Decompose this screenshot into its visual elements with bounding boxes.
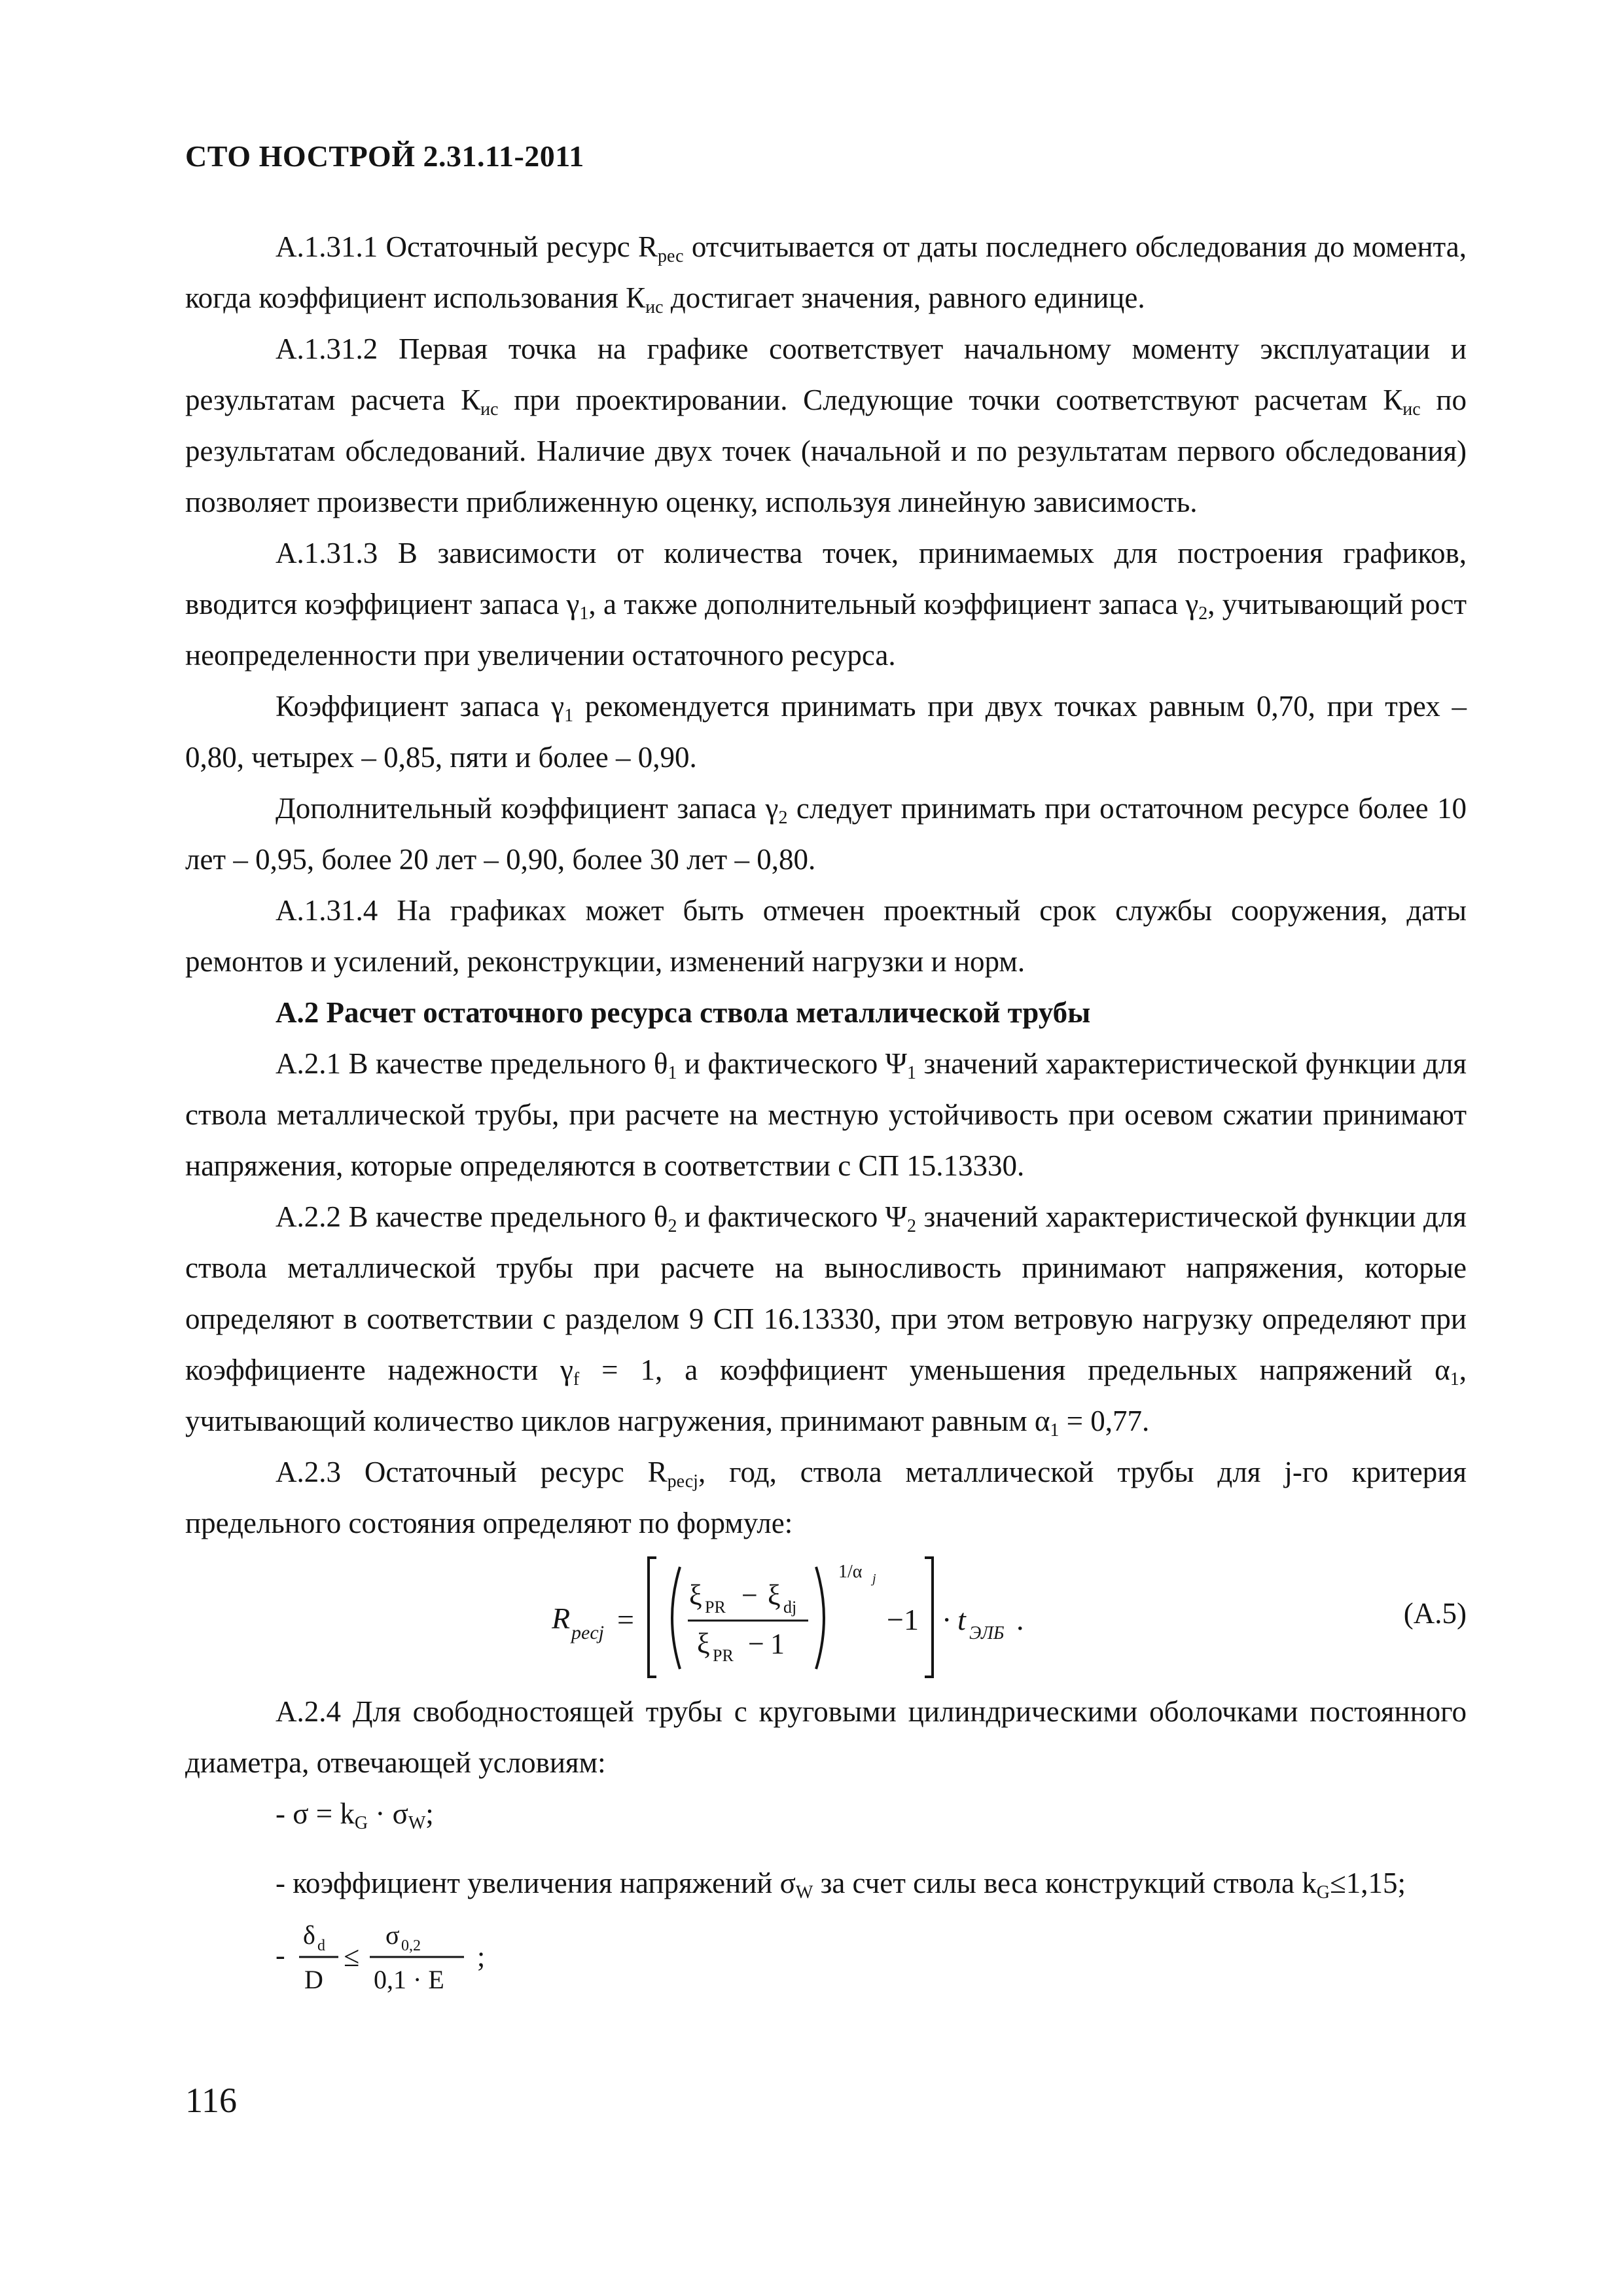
bracket-right [925,1558,933,1677]
formula-den-minus: − [748,1628,764,1660]
formula-t-sub: ЭЛБ [969,1623,1005,1643]
formula-num-b-sub: dj [783,1598,797,1617]
paragraph-a-2-4: А.2.4 Для свободностоящей трубы с круговыми цилиндрическими оболочками постоянного диаметра, отвечающей условиям: [185,1695,1467,1779]
section-heading-a-2: А.2 Расчет остаточного ресурса ствола металлической трубы [276,996,1091,1029]
document-body [185,221,1467,2007]
paragraph-a-1-31-3: А.1.31.3 В зависимости от количества точек, принимаемых для построения графиков, вводится коэффициент запаса $\gamma_1$, а также дополнительный коэффициент запаса $\gamma_2$, учитывающий рост неопределенности при увеличении остаточного ресурса. [185,537,1467,672]
formula-num-minus: − [741,1579,758,1611]
paragraph-a-1-31-1: А.1.31.1 Остаточный ресурс $R_{рес}$ отсчитывается от даты последнего обследования до момента, когда коэффициент использования $К_{ис}$ достигает значения, равного единице. [185,230,1467,317]
paragraph-a-2-3: А.2.3 Остаточный ресурс $R_{ресj}$, год, ствола металлической трубы для j-го критерия предельного состояния определяют по формуле: [185,1456,1467,1539]
condition-le: ≤ [344,1941,360,1973]
condition-den: D [304,1965,323,1994]
page-number: 116 [185,2081,237,2120]
paragraph-gamma2: Дополнительный коэффициент запаса $\gamma_2$ следует принимать при остаточном ресурсе более 10 лет – 0,95, более 20 лет – 0,90, более 30 лет – 0,80. [185,792,1467,876]
paragraph-a-2-2: А.2.2 В качестве предельного $\theta_2$ и фактического $\Psi_2$ значений характеристической функции для ствола металлической трубы при расчете на выносливость принимают напряжения, которые определяют в соответствии с разделом 9 СП 16.13330, при этом ветровую нагрузку определяют при коэффициенте надежности $\gamma_f = 1$, а коэффициент уменьшения предельных напряжений $\alpha_1$, учитывающий количество циклов нагружения, принимают равным $\alpha_1 = 0,77$. [185,1200,1467,1441]
condition-rden: 0,1 · E [374,1965,444,1994]
formula-equals: = [617,1603,634,1636]
formula-exponent-sub: j [872,1571,876,1586]
condition-rnum-sub: 0,2 [401,1937,421,1954]
paragraph-a-1-31-2: А.1.31.2 Первая точка на графике соответствует начальному моменту эксплуатации и результатам расчета $К_{ис}$ при проектировании. Следующие точки соответствуют расчетам $К_{ис}$ по результатам обследований. Наличие двух точек (начальной и по результатам первого обследования) позволяет произвести приближенную оценку, используя линейную зависимость. [185,332,1467,518]
paragraph-gamma1: Коэффициент запаса $\gamma_1$ рекомендуется принимать при двух точках равным 0,70, при трех – 0,80, четырех – 0,85, пяти и более – 0,90. [185,690,1467,774]
paragraph-a-2-1: А.2.1 В качестве предельного $\theta_1$ и фактического $\Psi_1$ значений характеристической функции для ствола металлической трубы, при расчете на местную устойчивость при осевом сжатии принимают напряжения, которые определяются в соответствии с СП 15.13330. [185,1047,1467,1182]
paren-left [672,1567,680,1669]
paren-right [816,1567,824,1669]
formula-exponent: 1/α [838,1562,863,1582]
page-header: СТО НОСТРОЙ 2.31.11-2011 [185,139,584,173]
formula-lhs-sub: pecj [571,1622,604,1643]
bracket-left [649,1558,656,1677]
formula-period: . [1016,1603,1024,1636]
paragraph-a-1-31-4: А.1.31.4 На графиках может быть отмечен проектный срок службы сооружения, даты ремонтов и усилений, реконструкции, изменений нагрузки и норм. [185,894,1467,978]
condition-sigma: - $\sigma = k_G \cdot \sigma_W$; [276,1797,434,1833]
formula-num-a-sub: PR [705,1598,726,1617]
condition-end: ; [477,1941,486,1973]
condition-dash: - [276,1939,285,1971]
formula-t: t [957,1603,966,1636]
formula-a-5-graphic [552,1549,1206,1686]
condition-num-sub: d [317,1937,325,1954]
condition-num: δ [303,1920,315,1950]
condition-rnum: σ [385,1920,400,1950]
formula-den-a: ξ [697,1628,710,1660]
formula-num-b: ξ [768,1579,781,1611]
formula-dot: · [942,1603,952,1636]
formula-den-a-sub: PR [713,1646,734,1665]
condition-kg: - коэффициент увеличения напряжений $\sigma_W$ за счет силы веса конструкций ствола $k_G\le 1,15$; [276,1867,1406,1903]
formula-lhs: R [552,1602,571,1635]
formula-minus-one: −1 [887,1603,919,1636]
formula-den-b: 1 [770,1628,785,1660]
formula-num-a: ξ [689,1579,702,1611]
condition-delta-ratio-graphic [276,1909,511,2007]
formula-number: (А.5) [1403,1597,1467,1630]
formula-a-5 [185,1549,1467,1686]
condition-delta-ratio [185,1909,1467,2007]
